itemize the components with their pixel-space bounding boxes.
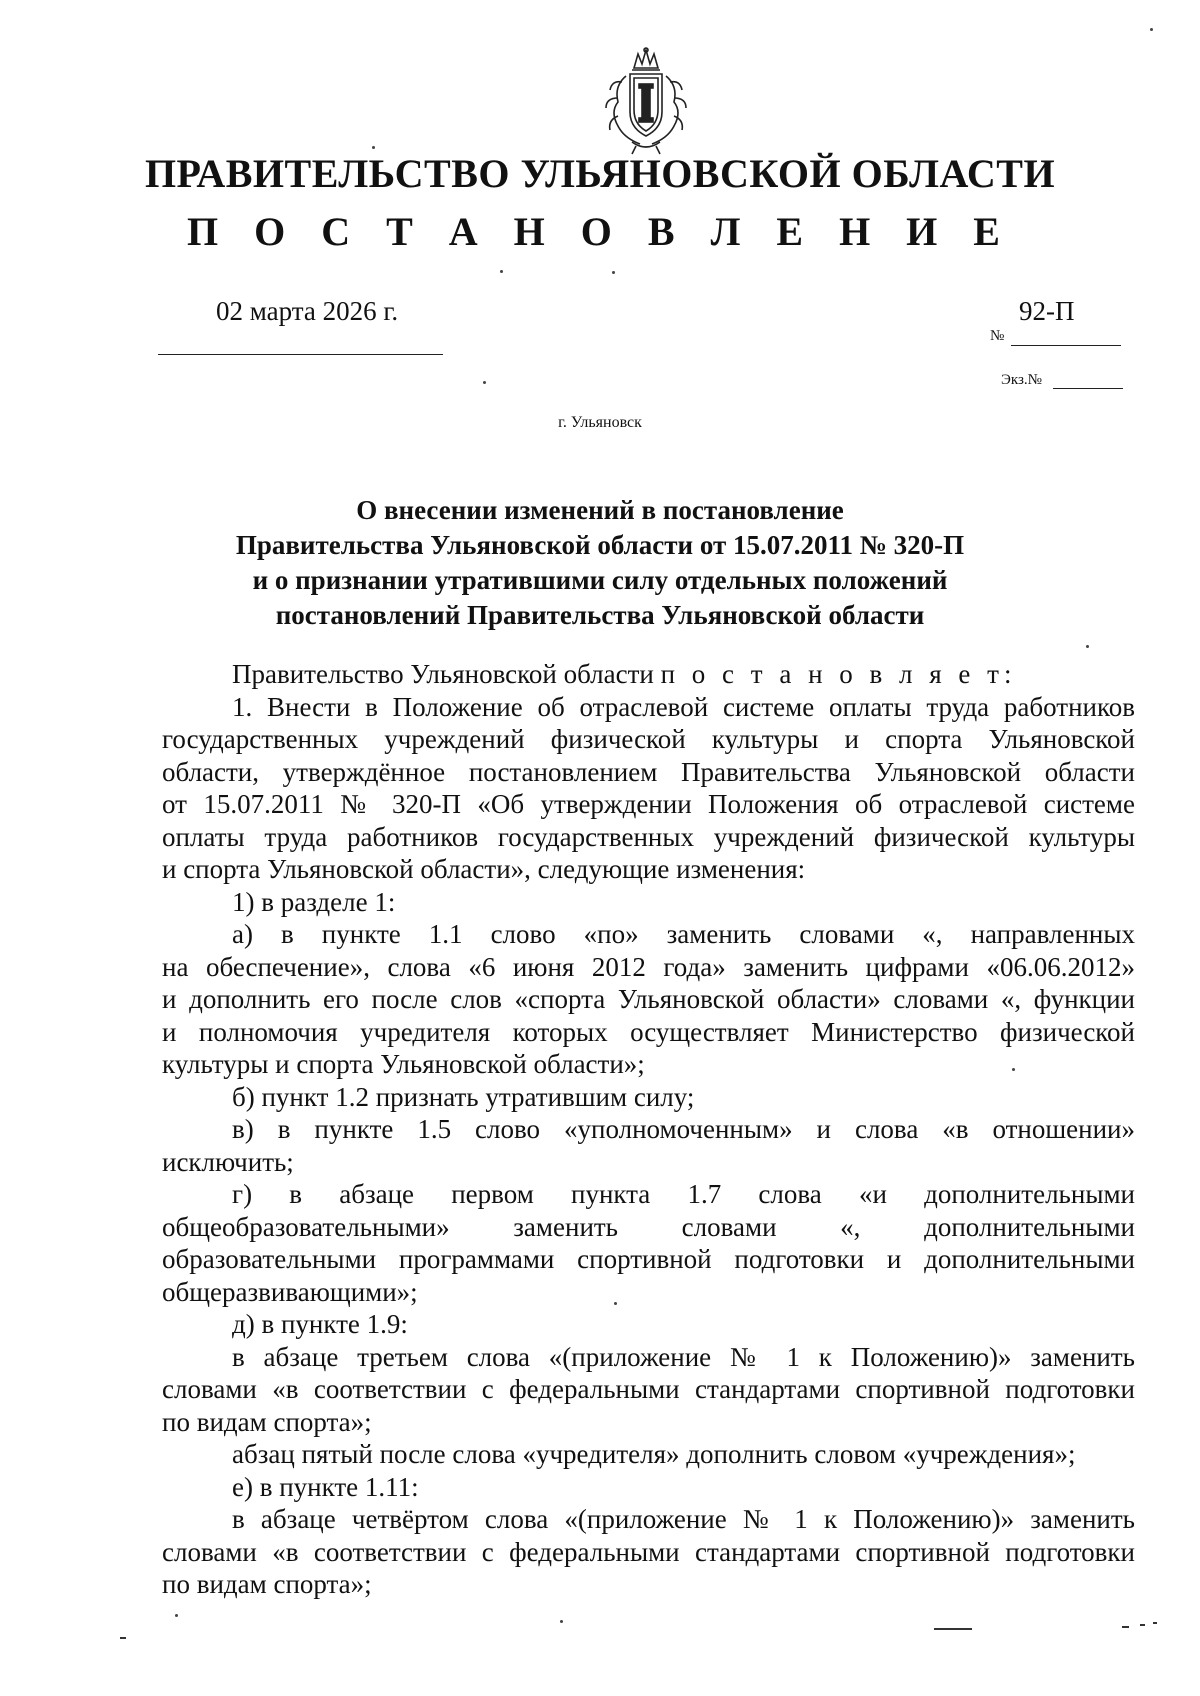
body-line: б) пункт 1.2 признать утратившим силу; [232,1081,695,1112]
date-underline [158,354,443,355]
body-line: в абзаце третьем слова «(приложение № 1 к Положению)» заменить [232,1341,1135,1372]
body-line: 1. Внести в Положение об отраслевой системе оплаты труда работников [232,691,1135,722]
body-line: и спорта Ульяновской области», следующие изменения: [162,854,806,884]
document-body [162,658,1135,1601]
scan-mark [1140,1624,1145,1626]
coat-of-arms-emblem [596,46,696,156]
copy-number-label: Экз.№ [1001,372,1042,388]
document-title [0,493,1200,633]
body-line: словами «в соответствии с федеральными стандартами спортивной подготовки [162,1374,1135,1404]
title-line: постановлений Правительства Ульяновской области [275,600,925,630]
preamble-verb: п о с т а н о в л я е т: [660,659,1017,689]
organization-heading: ПРАВИТЕЛЬСТВО УЛЬЯНОВСКОЙ ОБЛАСТИ [144,151,1056,196]
scan-mark [1122,1626,1129,1628]
document-date: 02 марта 2026 г. [216,296,399,326]
scan-mark [1153,1622,1157,1624]
body-line: образовательными программами спортивной подготовки и дополнительными [162,1244,1135,1274]
body-line: в абзаце четвёртом слова «(приложение № 1 к Положению)» заменить [232,1504,1135,1534]
scan-speck [560,1620,563,1623]
body-line: абзац пятый после слова «учредителя» дополнить словом «учреждения»; [232,1439,1076,1469]
body-line: по видам спорта»; [162,1569,372,1599]
body-line: общеразвивающими»; [162,1276,418,1307]
scan-mark [934,1628,972,1630]
body-line: и полномочия учредителя которых осуществляет Министерство физической [162,1016,1135,1047]
body-line: а) в пункте 1.1 слово «по» заменить словами «, направленных [232,919,1135,949]
scan-speck [1086,645,1089,648]
number-label: № [990,328,1005,344]
scan-speck [1012,1068,1015,1071]
body-line: от 15.07.2011 № 320-П «Об утверждении Положения об отраслевой системе [162,789,1135,819]
body-line: по видам спорта»; [162,1406,372,1437]
scan-speck [483,381,486,384]
body-line: культуры и спорта Ульяновской области»; [162,1049,645,1079]
scan-mark [120,1637,126,1639]
scan-speck [500,270,503,273]
title-line: Правительства Ульяновской области от 15.07.2011 № 320-П [235,530,965,560]
body-line: д) в пункте 1.9: [232,1309,408,1339]
body-line: области, утверждённое постановлением Правительства Ульяновской области [162,756,1135,787]
body-line: е) в пункте 1.11: [232,1471,419,1502]
body-line: и дополнить его после слов «спорта Ульяновской области» словами «, функции [162,984,1135,1014]
preamble-start: Правительство Ульяновской области [232,659,654,689]
body-line: оплаты труда работников государственных учреждений физической культуры [162,821,1135,852]
scan-speck [1150,28,1153,31]
scan-speck [372,146,375,149]
copy-number-underline [1053,388,1123,389]
body-line: в) в пункте 1.5 слово «уполномоченным» и слова «в отношении» [232,1114,1135,1144]
body-line: г) в абзаце первом пункта 1.7 слова «и дополнительными [232,1179,1135,1209]
number-underline [1011,345,1121,346]
scan-speck [175,1614,178,1617]
title-line: О внесении изменений в постановление [356,495,844,525]
body-line: общеобразовательными» заменить словами «, дополнительными [162,1211,1135,1242]
document-number: 92-П [1019,296,1075,326]
body-line: 1) в разделе 1: [232,886,396,917]
preamble [162,658,1135,691]
body-line: исключить; [162,1146,294,1177]
body-line: государственных учреждений физической культуры и спорта Ульяновской [162,724,1135,754]
document-type-heading: П О С Т А Н О В Л Е Н И Е [187,209,1013,254]
scan-speck [612,271,615,274]
body-line: словами «в соответствии с федеральными стандартами спортивной подготовки [162,1536,1135,1567]
body-line: на обеспечение», слова «6 июня 2012 года» заменить цифрами «06.06.2012» [162,951,1135,982]
city-name: г. Ульяновск [558,414,642,431]
scan-speck [614,1302,617,1305]
title-line: и о признании утратившими силу отдельных положений [252,565,948,595]
